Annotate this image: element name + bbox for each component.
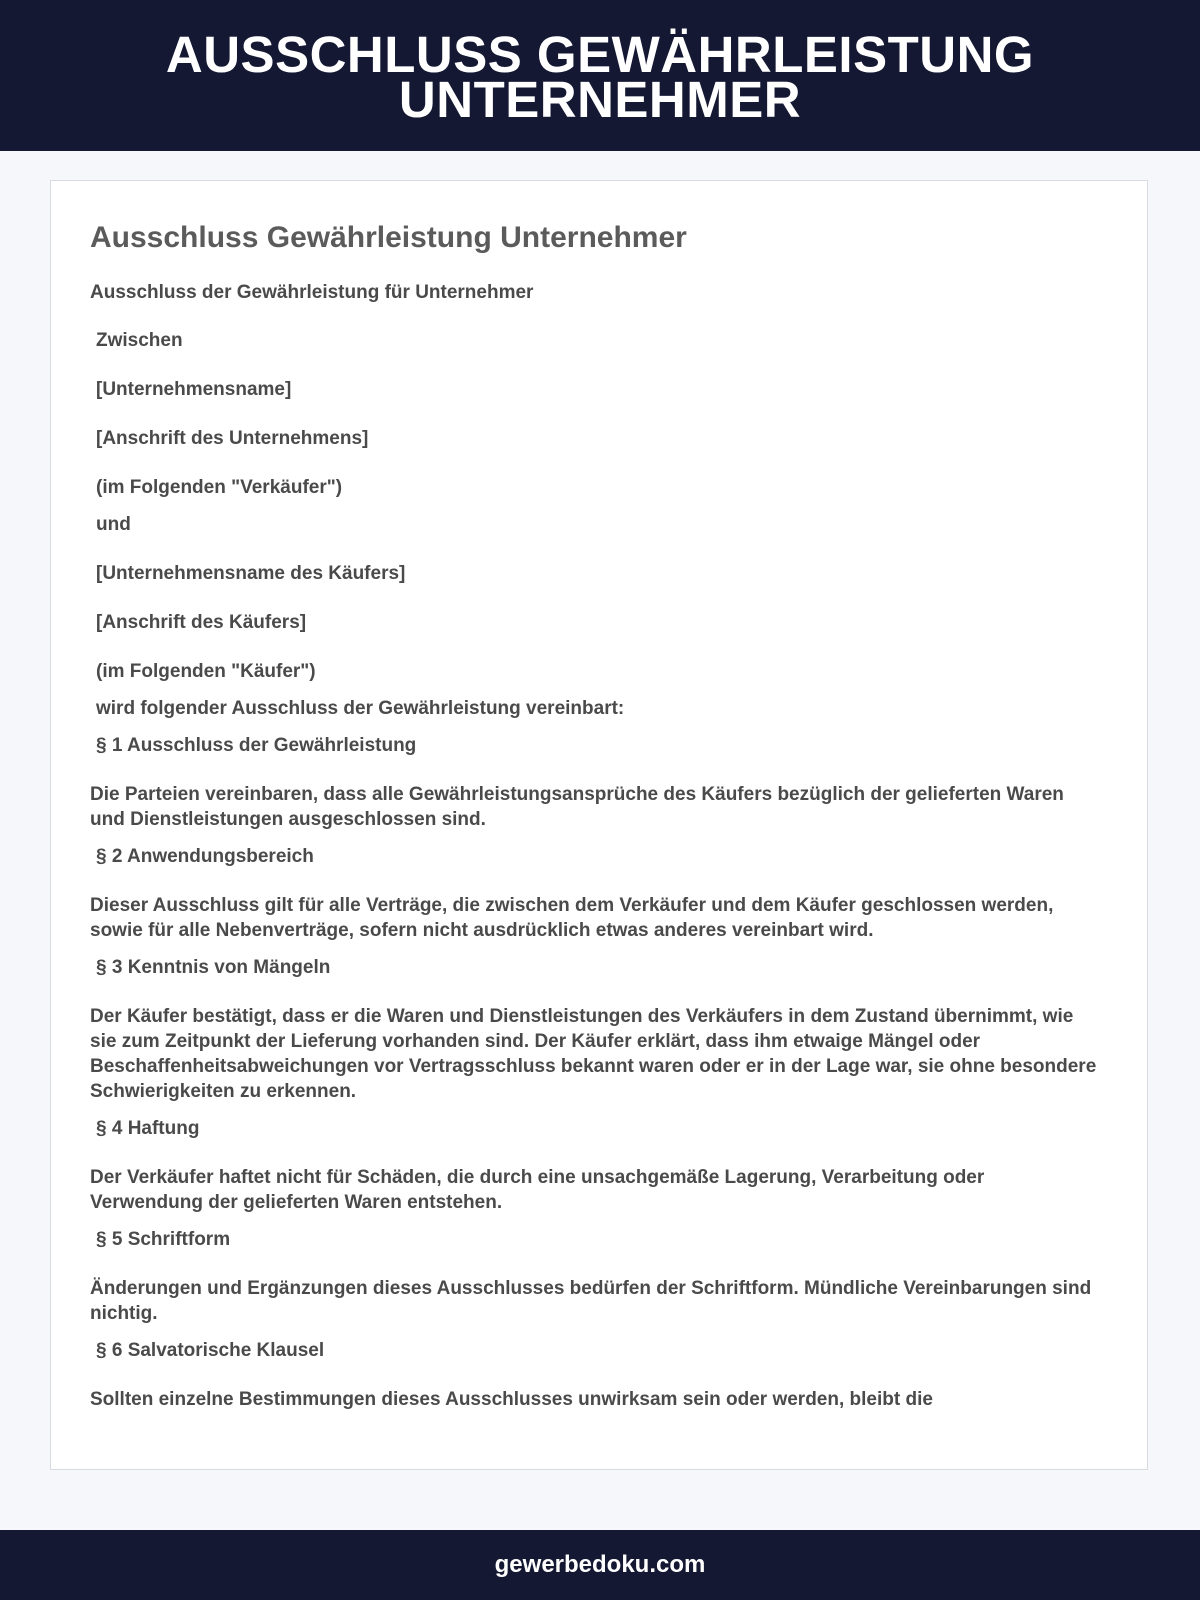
- section-heading: § 3 Kenntnis von Mängeln: [96, 957, 331, 978]
- section-text: Dieser Ausschluss gilt für alle Verträge, die zwischen dem Verkäufer und dem Käufer geschlossen werden, sowie für alle Nebenverträge, sofern nicht ausdrücklich etwas anderes vereinbart wird.: [90, 895, 1054, 941]
- buyer-name: [Unternehmensname des Käufers]: [96, 563, 406, 584]
- section-heading: § 4 Haftung: [96, 1118, 200, 1139]
- parties-and: und: [96, 514, 131, 535]
- section-text: Sollten einzelne Bestimmungen dieses Ausschlusses unwirksam sein oder werden, bleibt die: [90, 1389, 933, 1410]
- banner-title: AUSSCHLUSS GEWÄHRLEISTUNG UNTERNEHMER: [165, 25, 1035, 128]
- section-heading: § 1 Ausschluss der Gewährleistung: [96, 735, 417, 756]
- section-text: Der Käufer bestätigt, dass er die Waren und Dienstleistungen des Verkäufers in dem Zustand übernimmt, wie sie zum Zeitpunkt der Lieferung vorhanden sind. Der Käufer erklärt, dass ihm etwaige Mängel oder Beschaffenheitsabweichungen vor Vertragsschluss bekannt waren oder er in der Lage war, sie ohne besondere Schwierigkeiten zu erkennen.: [90, 1006, 1097, 1102]
- section-text: Änderungen und Ergänzungen dieses Ausschlusses bedürfen der Schriftform. Mündliche Vereinbarungen sind nichtig.: [90, 1278, 1092, 1324]
- document-heading: Ausschluss Gewährleistung Unternehmer: [90, 221, 687, 254]
- section-heading: § 6 Salvatorische Klausel: [96, 1340, 325, 1361]
- document-card: [50, 180, 1148, 1470]
- section-heading: § 5 Schriftform: [96, 1229, 231, 1250]
- section-text: Die Parteien vereinbaren, dass alle Gewährleistungsansprüche des Käufers bezüglich der gelieferten Waren und Dienstleistungen ausgeschlossen sind.: [90, 784, 1064, 830]
- top-banner: [0, 0, 1200, 151]
- footer-bar: [0, 1530, 1200, 1600]
- section-text: Der Verkäufer haftet nicht für Schäden, die durch eine unsachgemäße Lagerung, Verarbeitung oder Verwendung der gelieferten Waren entstehen.: [90, 1167, 985, 1213]
- seller-name: [Unternehmensname]: [96, 379, 292, 400]
- document-subtitle: Ausschluss der Gewährleistung für Unternehmer: [90, 282, 534, 303]
- buyer-address: [Anschrift des Käufers]: [96, 612, 307, 633]
- seller-address: [Anschrift des Unternehmens]: [96, 428, 369, 449]
- parties-between: Zwischen: [96, 330, 183, 351]
- seller-alias: (im Folgenden "Verkäufer"): [96, 477, 343, 498]
- buyer-alias: (im Folgenden "Käufer"): [96, 661, 316, 682]
- section-heading: § 2 Anwendungsbereich: [96, 846, 314, 867]
- site-link[interactable]: gewerbedoku.com: [494, 1551, 706, 1578]
- agreement-statement: wird folgender Ausschluss der Gewährleistung vereinbart:: [96, 698, 625, 719]
